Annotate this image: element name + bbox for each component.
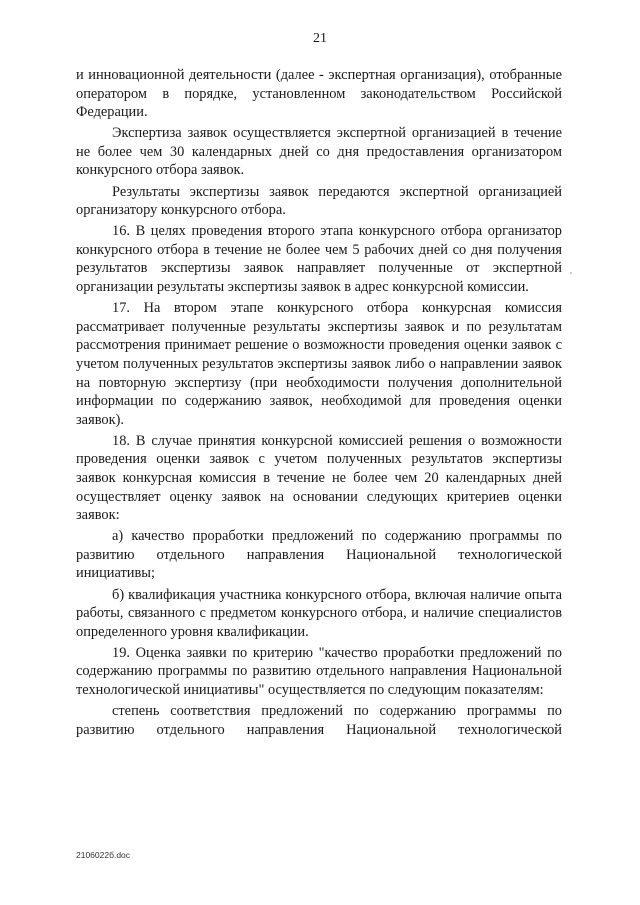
footer-filename: 2106022б.doc	[76, 850, 131, 860]
paragraph-expertise: Экспертиза заявок осуществляется экспертной организацией в течение не более чем 30 календарных дней со дня предоставления организатором конкурсного отбора заявок.	[76, 125, 562, 179]
paragraph-17: 17. На втором этапе конкурсного отбора конкурсная комиссия рассматривает полученные результаты экспертизы заявок и по результатам рассмотрения принимает решение о возможности проведения оценки заявок с учетом полученных результатов экспертизы заявок либо о направлении заявок на повторную экспертизу (при необходимости получения дополнительной информации по содержанию заявок, необходимой для проведения оценки заявок).	[76, 300, 562, 428]
paragraph-indicator: степень соответствия предложений по содержанию программы по развитию отдельного направления Национальной технологической	[76, 703, 562, 738]
criterion-a: а) качество проработки предложений по содержанию программы по развитию отдельного направления Национальной технологической инициативы;	[76, 528, 562, 582]
page-number: 21	[313, 31, 327, 46]
paragraph-results: Результаты экспертизы заявок передаются экспертной организацией организатору конкурсного отбора.	[76, 183, 562, 219]
paragraph-19: 19. Оценка заявки по критерию "качество проработки предложений по содержанию программы по развитию отдельного направления Национальной технологической инициативы" осуществляется по следующим показателям:	[76, 644, 562, 698]
paragraph-18: 18. В случае принятия конкурсной комиссией решения о возможности проведения оценки заявок с учетом полученных результатов экспертизы заявок конкурсная комиссия в течение не более чем 20 календарных дней осуществляет оценку заявок на основании следующих критериев оценки заявок:	[76, 432, 562, 524]
paragraph-16: 16. В целях проведения второго этапа конкурсного отбора организатор конкурсного отбора в течение не более чем 5 рабочих дней со дня получения результатов экспертизы заявок направляет полученные от экспертной организации результаты экспертизы заявок в адрес конкурсной комиссии.	[76, 223, 562, 296]
criterion-b: б) квалификация участника конкурсного отбора, включая наличие опыта работы, связанного с предметом конкурсного отбора, и наличие специалистов определенного уровня квалификации.	[76, 586, 562, 640]
scan-speck	[570, 272, 572, 274]
document-body	[76, 66, 562, 739]
paragraph-intro: и инновационной деятельности (далее - экспертная организация), отобранные оператором в порядке, установленном законодательством Российской Федерации.	[76, 67, 562, 121]
